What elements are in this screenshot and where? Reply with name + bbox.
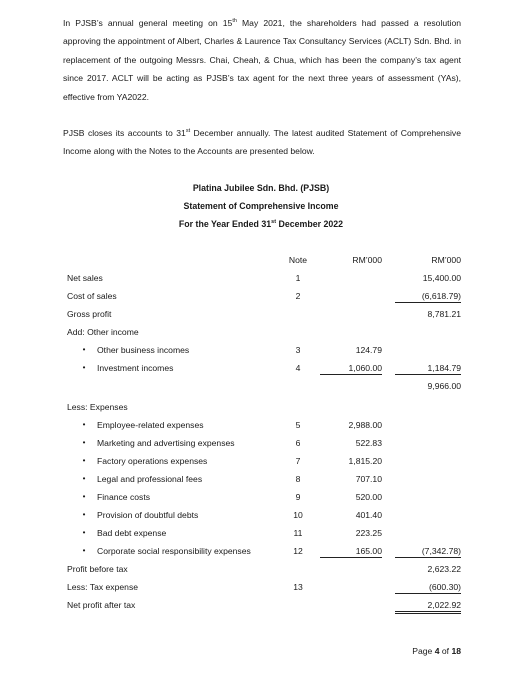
row-label-marketing: Marketing and advertising expenses (97, 438, 235, 448)
bullet: • (82, 420, 86, 429)
row-note-provision: 10 (293, 510, 303, 520)
row-note-net-sales: 1 (295, 273, 301, 283)
row-amount-tax: (600.30) (395, 582, 461, 594)
bullet: • (82, 492, 86, 501)
row-amount-cost-of-sales: (6,618.79) (395, 291, 461, 303)
intro-paragraph-accounts: PJSB closes its accounts to 31st December annually. The latest audited Statement of Comprehensive Income along with the Notes to the Accounts are presented below. (63, 128, 461, 157)
bullet: • (82, 510, 86, 519)
intro-paragraph-agm: In PJSB’s annual general meeting on 15th May 2021, the shareholders had passed a resolution approving the appointment of Albert, Charles & Laurence Tax Consultancy Services (ACLT) Sdn. Bhd. in replacement of the outgoing Messrs. Chai, Cheah, & Chua, which has been the company’s tax agent since 2017. ACLT will be acting as PJSB’s tax agent for the next three years of assessment (YAs), effective from YA2022. (63, 18, 462, 102)
section-label-other-income: Add: Other income (67, 327, 139, 337)
bullet: • (82, 546, 86, 555)
row-label-employee: Employee-related expenses (97, 420, 204, 430)
row-amount-other-business: 124.79 (355, 345, 382, 355)
row-note-csr: 12 (293, 546, 303, 556)
row-amount-marketing: 522.83 (355, 438, 382, 448)
statement-period: For the Year Ended 31st December 2022 (178, 219, 344, 229)
row-label-cost-of-sales: Cost of sales (67, 291, 117, 301)
row-total-expenses: (7,342.78) (395, 546, 461, 558)
row-amount-finance: 520.00 (355, 492, 382, 502)
row-label-other-business: Other business incomes (97, 345, 190, 355)
row-label-gross-profit: Gross profit (67, 309, 112, 319)
section-label-expenses: Less: Expenses (67, 402, 128, 412)
bullet: • (82, 345, 86, 354)
row-amount-csr: 165.00 (320, 546, 382, 558)
statement-title: Statement of Comprehensive Income (183, 201, 339, 211)
row-label-provision: Provision of doubtful debts (97, 510, 199, 520)
column-header-right: RM’000 (431, 255, 461, 265)
row-amount-factory: 1,815.20 (348, 456, 382, 466)
row-note-legal: 8 (295, 474, 301, 484)
row-label-tax: Less: Tax expense (67, 582, 139, 592)
row-note-investment: 4 (295, 363, 301, 373)
row-total-other-income: 1,184.79 (395, 363, 461, 375)
row-amount-legal: 707.10 (355, 474, 382, 484)
row-amount-subtotal: 9,966.00 (427, 381, 461, 391)
row-note-employee: 5 (295, 420, 301, 430)
row-amount-net-sales: 15,400.00 (422, 273, 461, 283)
row-amount-bad-debt: 223.25 (355, 528, 382, 538)
row-note-other-business: 3 (295, 345, 301, 355)
row-label-profit-before-tax: Profit before tax (67, 564, 128, 574)
bullet: • (82, 438, 86, 447)
row-amount-investment: 1,060.00 (320, 363, 382, 375)
row-label-bad-debt: Bad debt expense (97, 528, 167, 538)
row-amount-employee: 2,988.00 (348, 420, 382, 430)
row-note-tax: 13 (293, 582, 303, 592)
row-label-legal: Legal and professional fees (97, 474, 203, 484)
page-number: Page 4 of 18 (412, 646, 461, 656)
row-label-net-profit: Net profit after tax (67, 600, 136, 610)
row-label-net-sales: Net sales (67, 273, 103, 283)
row-label-investment: Investment incomes (97, 363, 174, 373)
column-header-note: Note (288, 255, 308, 265)
row-note-marketing: 6 (295, 438, 301, 448)
row-amount-gross-profit: 8,781.21 (427, 309, 461, 319)
row-note-factory: 7 (295, 456, 301, 466)
row-note-bad-debt: 11 (293, 528, 303, 538)
bullet: • (82, 528, 86, 537)
row-amount-profit-before-tax: 2,623.22 (427, 564, 461, 574)
bullet: • (82, 474, 86, 483)
bullet: • (82, 456, 86, 465)
column-header-mid: RM’000 (352, 255, 382, 265)
row-amount-provision: 401.40 (355, 510, 382, 520)
company-name: Platina Jubilee Sdn. Bhd. (PJSB) (192, 183, 330, 193)
bullet: • (82, 363, 86, 372)
row-label-factory: Factory operations expenses (97, 456, 208, 466)
row-amount-net-profit: 2,022.92 (395, 600, 461, 614)
row-label-csr: Corporate social responsibility expenses (97, 546, 251, 556)
row-note-finance: 9 (295, 492, 301, 502)
row-label-finance: Finance costs (97, 492, 151, 502)
row-note-cost-of-sales: 2 (295, 291, 301, 301)
